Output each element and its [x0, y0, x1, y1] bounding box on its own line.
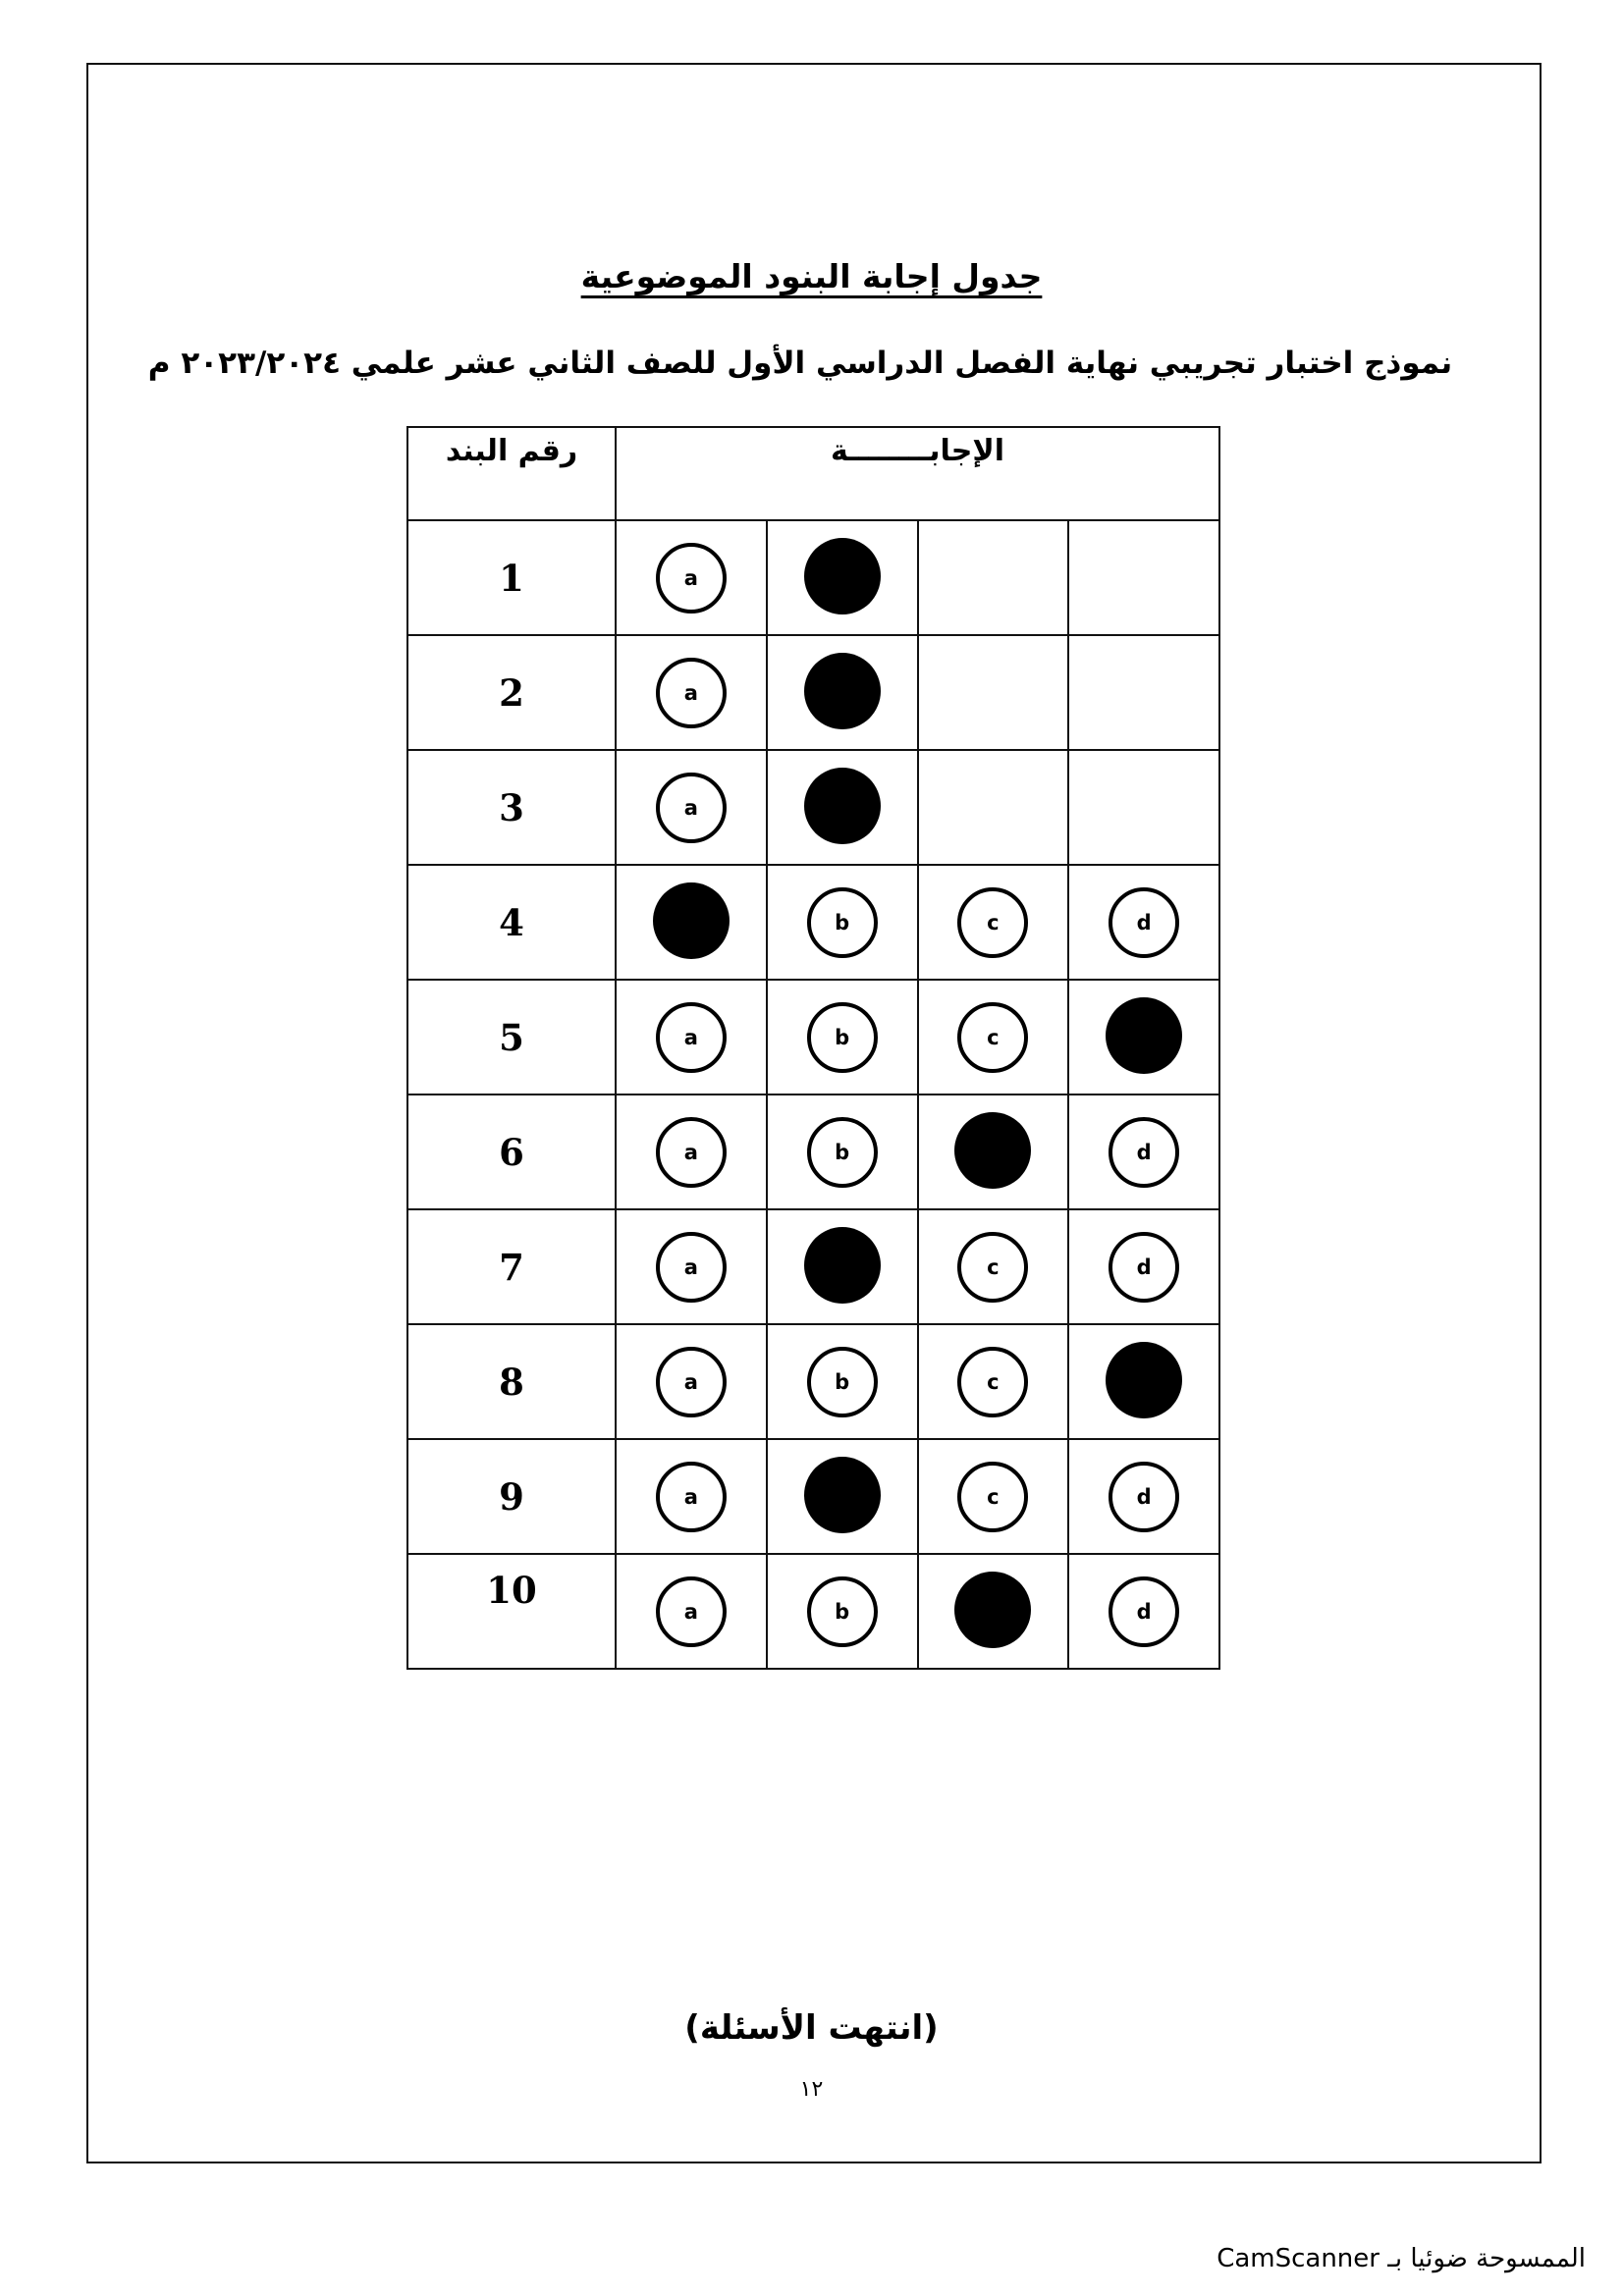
option-cell [918, 1439, 1069, 1554]
option-bubble: c [957, 1232, 1028, 1303]
option-bubble: a [656, 1347, 727, 1417]
filled-answer-bubble [1106, 997, 1182, 1074]
filled-answer-bubble [804, 653, 881, 729]
filled-answer-bubble [954, 1572, 1031, 1648]
option-cell [918, 750, 1069, 865]
item-number: 2 [407, 635, 616, 750]
option-cell [616, 1554, 767, 1669]
item-number: 7 [407, 1209, 616, 1324]
option-bubble: a [656, 1002, 727, 1073]
option-cell [767, 1209, 918, 1324]
filled-answer-bubble [653, 882, 730, 959]
option-bubble: c [957, 1347, 1028, 1417]
option-cell [1068, 520, 1219, 635]
option-cell [1068, 1209, 1219, 1324]
item-number: 4 [407, 865, 616, 980]
option-bubble: a [656, 1232, 727, 1303]
item-number: 8 [407, 1324, 616, 1439]
option-bubble: d [1109, 887, 1179, 958]
option-cell [918, 520, 1069, 635]
option-bubble: a [656, 658, 727, 728]
option-bubble: c [957, 887, 1028, 958]
table-row [407, 1209, 1219, 1324]
header-answer: الإجابــــــــة [616, 427, 1219, 520]
option-cell [616, 1439, 767, 1554]
option-cell [767, 1554, 918, 1669]
option-cell [1068, 865, 1219, 980]
table-row [407, 865, 1219, 980]
option-cell [767, 520, 918, 635]
option-cell [1068, 1439, 1219, 1554]
option-cell [1068, 1324, 1219, 1439]
table-row [407, 1324, 1219, 1439]
option-cell [616, 980, 767, 1095]
table-row [407, 520, 1219, 635]
option-bubble: c [957, 1002, 1028, 1073]
option-bubble: d [1109, 1462, 1179, 1532]
table-row [407, 1554, 1219, 1669]
item-number: 6 [407, 1095, 616, 1209]
option-cell [918, 635, 1069, 750]
option-cell [616, 1095, 767, 1209]
option-cell [616, 520, 767, 635]
option-bubble: a [656, 1576, 727, 1647]
filled-answer-bubble [954, 1112, 1031, 1189]
item-number: 3 [407, 750, 616, 865]
option-cell [767, 865, 918, 980]
filled-answer-bubble [804, 1227, 881, 1304]
option-bubble: a [656, 773, 727, 843]
option-bubble: a [656, 543, 727, 614]
header-item-number: رقم البند [407, 427, 616, 520]
option-cell [767, 980, 918, 1095]
option-cell [918, 980, 1069, 1095]
option-cell [767, 1324, 918, 1439]
option-bubble: b [807, 887, 878, 958]
item-number: 1 [407, 520, 616, 635]
table-body [407, 520, 1219, 1669]
option-cell [1068, 635, 1219, 750]
option-cell [918, 1209, 1069, 1324]
option-bubble: b [807, 1117, 878, 1188]
item-number: 9 [407, 1439, 616, 1554]
option-cell [918, 1554, 1069, 1669]
end-of-questions: (انتهت الأسئلة) [684, 2008, 939, 2048]
option-bubble: a [656, 1462, 727, 1532]
option-cell [767, 1095, 918, 1209]
page-number: ١٢ [799, 2077, 824, 2102]
option-bubble: b [807, 1576, 878, 1647]
item-number: 5 [407, 980, 616, 1095]
table-row [407, 750, 1219, 865]
table-row [407, 1095, 1219, 1209]
option-cell [616, 750, 767, 865]
option-cell [616, 1324, 767, 1439]
option-cell [1068, 1554, 1219, 1669]
option-bubble: b [807, 1347, 878, 1417]
answer-key-table [406, 426, 1220, 1670]
option-cell [918, 865, 1069, 980]
option-cell [767, 750, 918, 865]
option-bubble: d [1109, 1117, 1179, 1188]
option-bubble: c [957, 1462, 1028, 1532]
option-bubble: d [1109, 1576, 1179, 1647]
table-row [407, 1439, 1219, 1554]
option-cell [1068, 980, 1219, 1095]
item-number: 10 [407, 1554, 616, 1669]
option-cell [616, 865, 767, 980]
option-bubble: a [656, 1117, 727, 1188]
page-title: جدول إجابة البنود الموضوعية [580, 257, 1043, 295]
option-cell [616, 1209, 767, 1324]
table-row [407, 980, 1219, 1095]
option-cell [767, 1439, 918, 1554]
option-cell [918, 1324, 1069, 1439]
option-cell [918, 1095, 1069, 1209]
option-bubble: d [1109, 1232, 1179, 1303]
filled-answer-bubble [804, 1457, 881, 1533]
exam-subtitle: نموذج اختبار تجريبي نهاية الفصل الدراسي الأول للصف الثاني عشر علمي ٢٠٢٣/٢٠٢٤ م [147, 346, 1453, 381]
filled-answer-bubble [804, 538, 881, 614]
option-cell [1068, 1095, 1219, 1209]
option-bubble: b [807, 1002, 878, 1073]
table-header-row [407, 427, 1219, 520]
filled-answer-bubble [804, 768, 881, 844]
option-cell [767, 635, 918, 750]
camscanner-watermark: الممسوحة ضوئيا بـ CamScanner [1217, 2244, 1586, 2273]
option-cell [616, 635, 767, 750]
table-row [407, 635, 1219, 750]
option-cell [1068, 750, 1219, 865]
filled-answer-bubble [1106, 1342, 1182, 1418]
